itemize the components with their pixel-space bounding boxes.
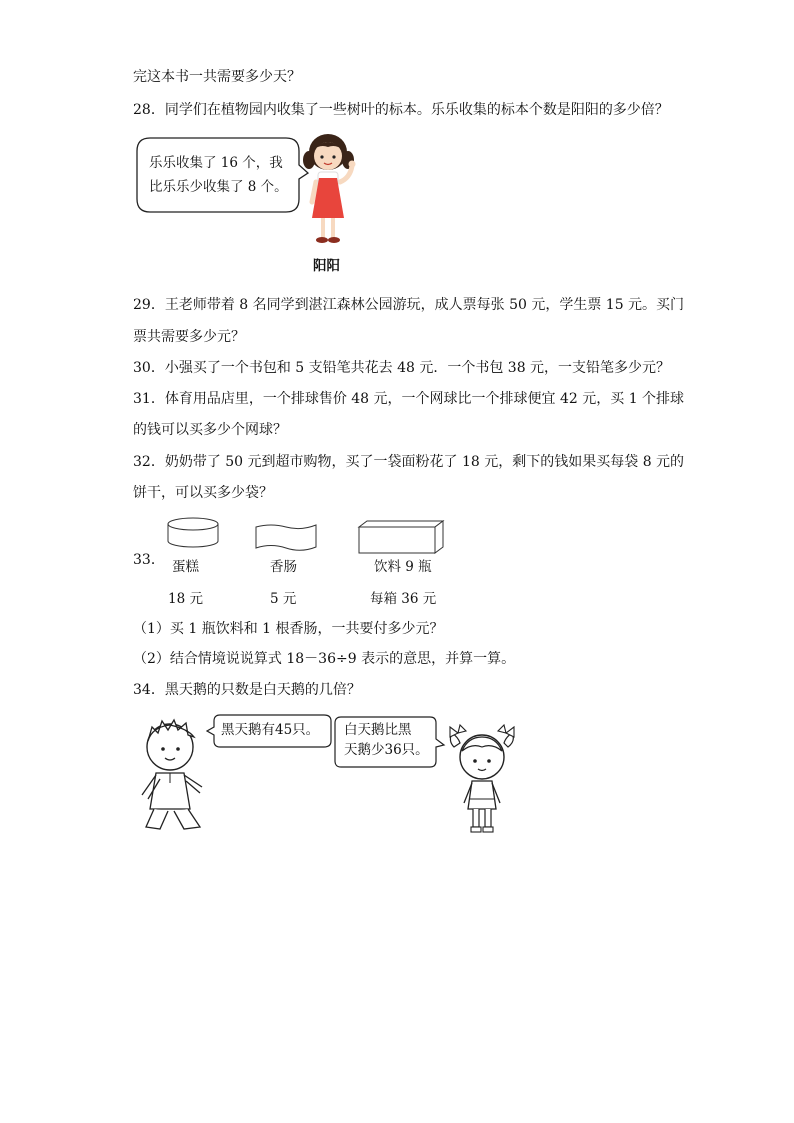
boy-illustration	[138, 713, 214, 841]
q28-speech-bubble	[136, 137, 300, 213]
girl-yangyang-illustration	[296, 132, 368, 250]
question-34: 34．黑天鹅的只数是白天鹅的几倍？	[133, 682, 361, 698]
question-31-line-1: 31．体育用品店里，一个排球售价 48 元，一个网球比一个排球便宜 42 元，买 1 个排球	[133, 391, 685, 407]
girl-name-label: 阳阳	[313, 258, 340, 274]
sausage-price: 5 元	[270, 591, 297, 607]
q34-girl-bubble-line-2: 天鹅少36只。	[344, 742, 429, 758]
question-31-line-2: 的钱可以买多少个网球？	[133, 422, 287, 438]
question-32-line-1: 32．奶奶带了 50 元到超市购物，买了一袋面粉花了 18 元，剩下的钱如果买每袋 8 元的	[133, 454, 685, 470]
question-30: 30．小强买了一个书包和 5 支铅笔共花去 48 元．一个书包 38 元，一支铅笔多少元？	[133, 360, 671, 376]
girl-illustration	[446, 721, 520, 837]
sausage-icon	[253, 521, 319, 553]
question-28: 28．同学们在植物园内收集了一些树叶的标本。乐乐收集的标本个数是阳阳的多少倍？	[133, 102, 669, 118]
q34-boy-bubble-text: 黑天鹅有45只。	[221, 722, 320, 738]
question-33-part-1: （1）买 1 瓶饮料和 1 根香肠，一共要付多少元？	[133, 621, 444, 637]
drink-price: 每箱 36 元	[370, 591, 437, 607]
sausage-name: 香肠	[270, 559, 297, 575]
q27-continuation: 完这本书一共需要多少天？	[133, 69, 301, 85]
drink-box-icon	[357, 519, 445, 555]
q28-bubble-line-2: 比乐乐少收集了 8 个。	[149, 179, 288, 195]
q34-girl-speech-bubble	[334, 715, 444, 769]
question-29-line-2: 票共需要多少元？	[133, 329, 245, 345]
question-33-number: 33．	[133, 552, 165, 568]
question-32-line-2: 饼干，可以买多少袋？	[133, 485, 273, 501]
q34-boy-speech-bubble	[206, 713, 332, 747]
q34-girl-bubble-line-1: 白天鹅比黑	[344, 722, 412, 738]
question-33-part-2: （2）结合情境说说算式 18－36÷9 表示的意思，并算一算。	[133, 651, 516, 667]
cake-price: 18 元	[168, 591, 203, 607]
cake-name: 蛋糕	[172, 559, 199, 575]
cake-icon	[166, 515, 222, 549]
q28-bubble-line-1: 乐乐收集了 16 个，我	[149, 155, 283, 171]
drink-name: 饮料 9 瓶	[374, 559, 432, 575]
question-29-line-1: 29．王老师带着 8 名同学到湛江森林公园游玩，成人票每张 50 元，学生票 15 元。买门	[133, 297, 685, 313]
